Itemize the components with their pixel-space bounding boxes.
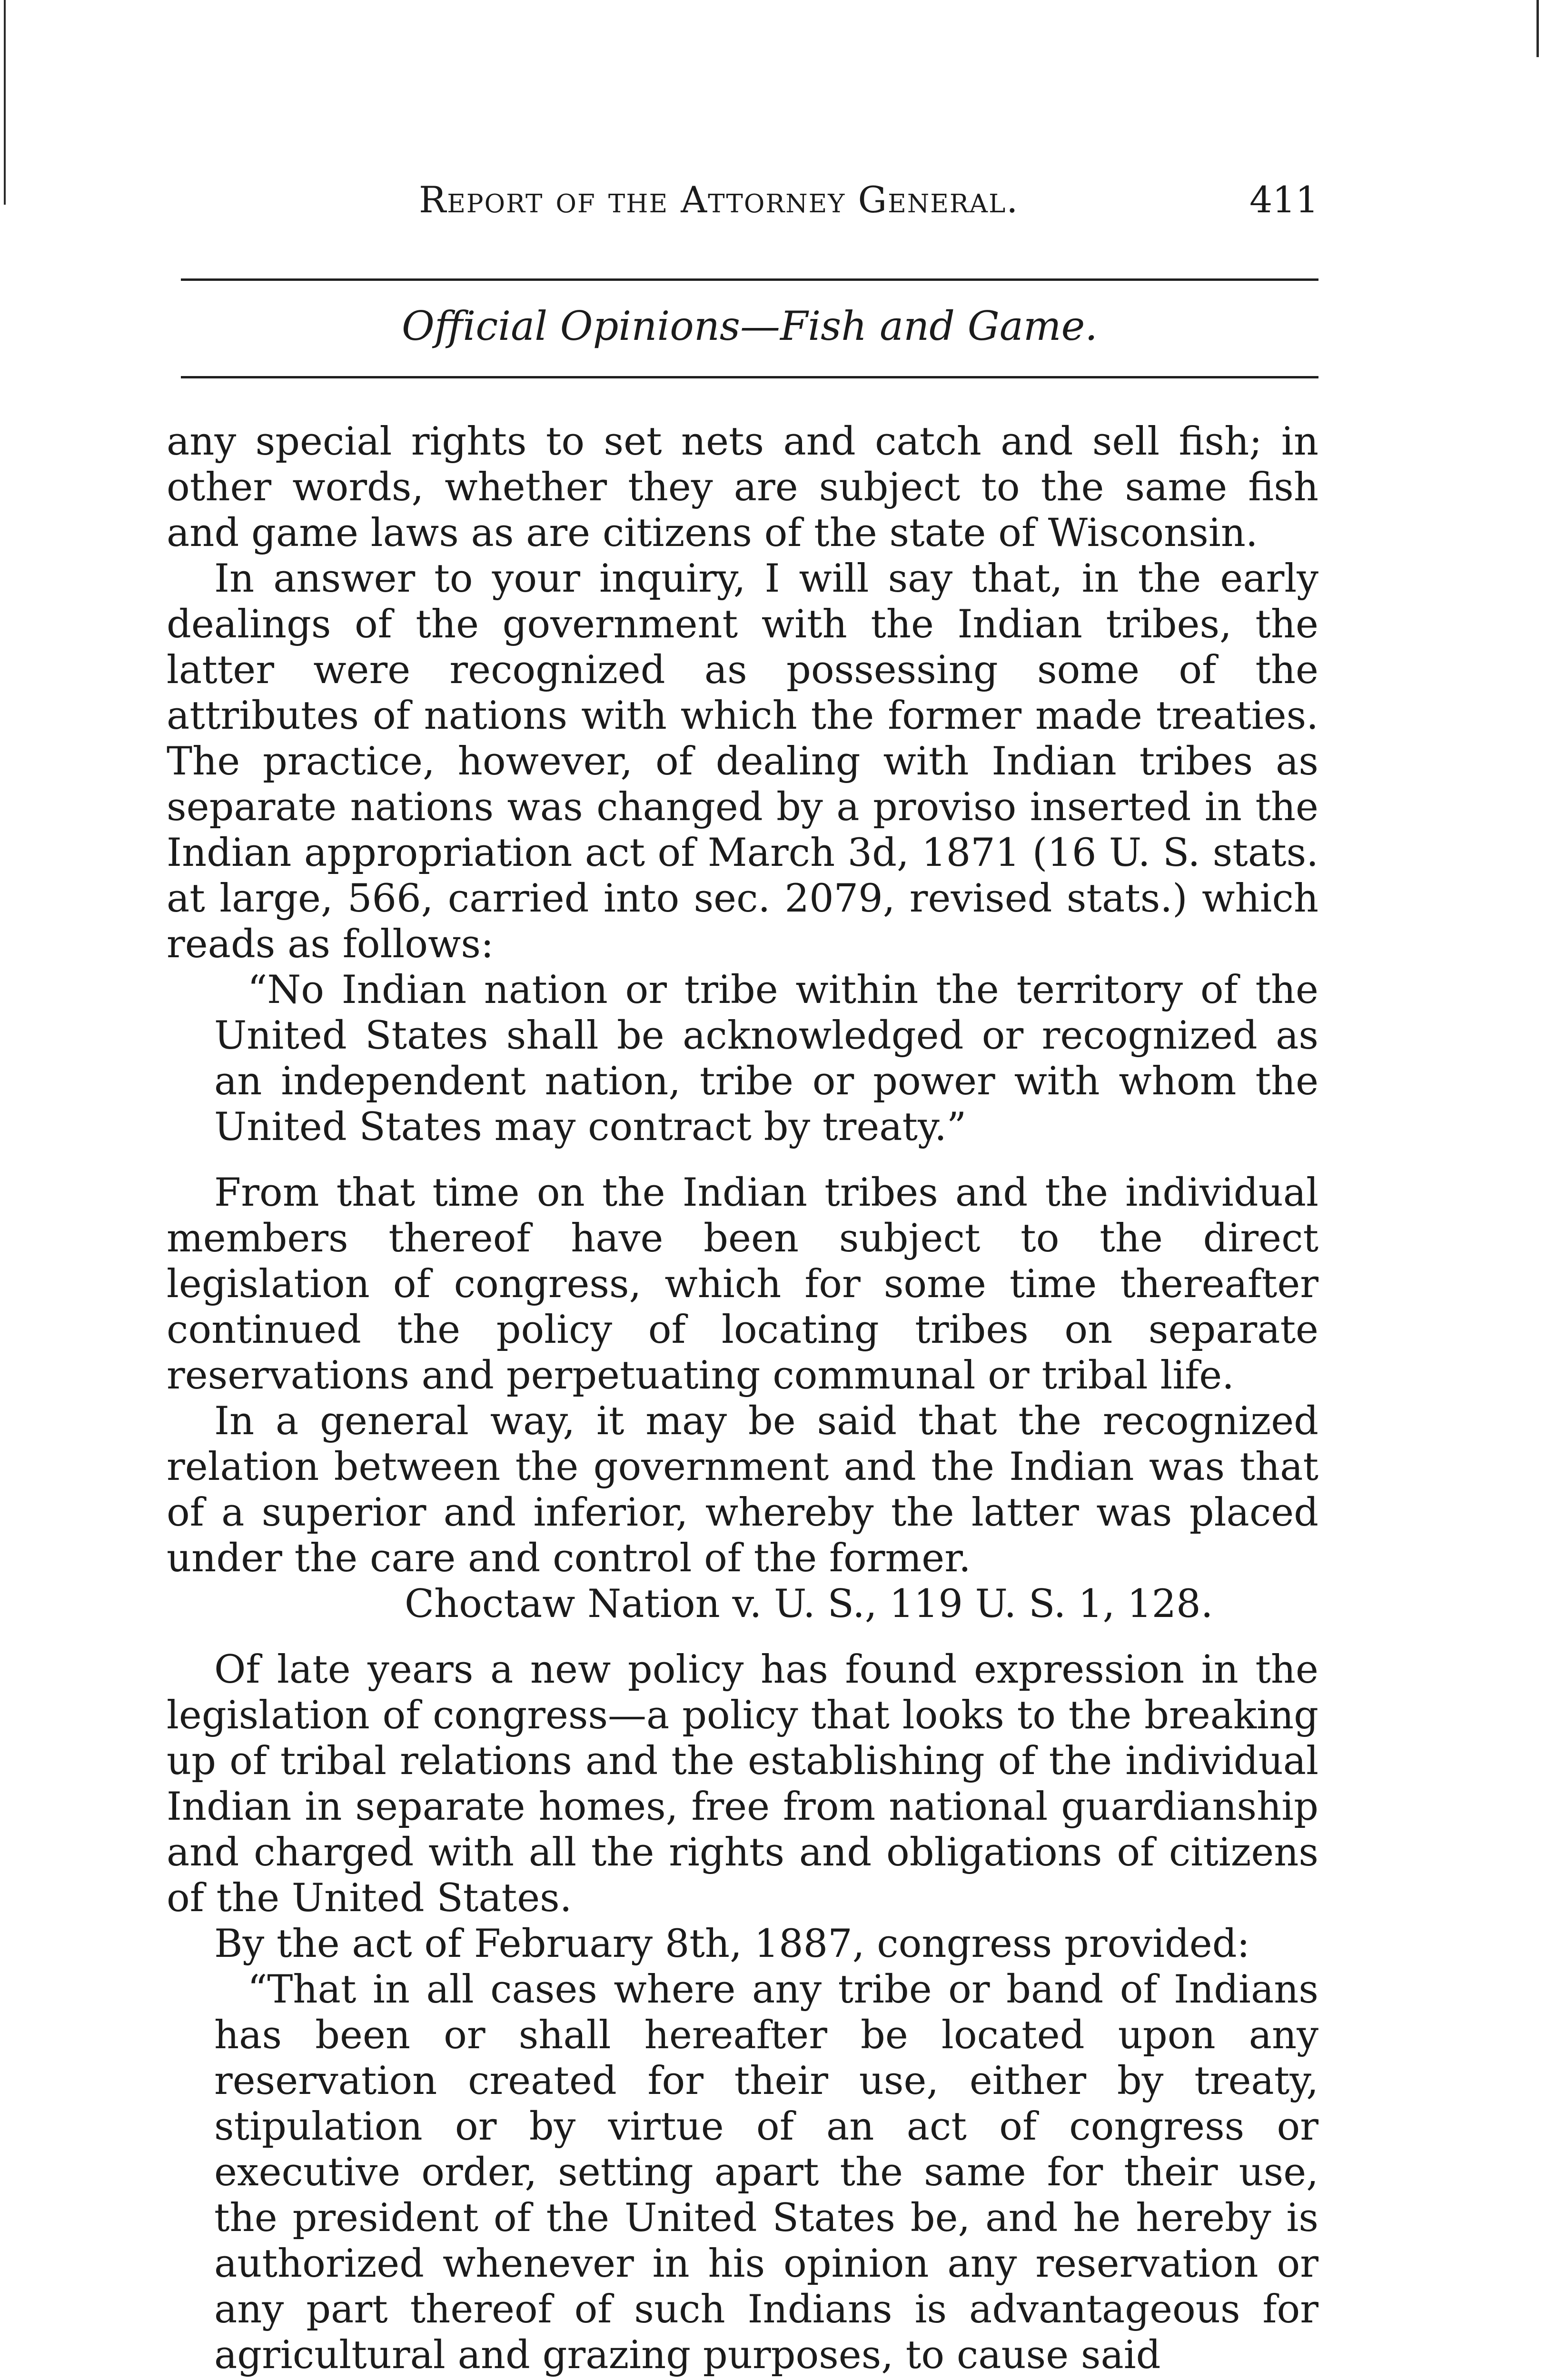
page-number: 411 xyxy=(1249,178,1318,221)
paragraph: Of late years a new policy has found expression in the legislation of congress—a policy that looks to the breaking up of tribal relations and the establishing of the individual Indian in separate homes, free from national guardianship and charged with all the rights and obligations of citizens of the United States. xyxy=(167,1647,1318,1921)
paragraph-continued: any special rights to set nets and catch and sell fish; in other words, whether they are subject to the same fish and game laws as are citizens of the state of Wisconsin. xyxy=(167,419,1318,555)
paragraph: By the act of February 8th, 1887, congress provided: xyxy=(214,1922,1250,1966)
paragraph: From that time on the Indian tribes and the individual members thereof have been subject to the direct legislation of congress, which for some time thereafter continued the policy of locating tribes on separate reservations and perpetuating communal or tribal life. xyxy=(167,1170,1318,1398)
section-title: Official Opinions—Fish and Game. xyxy=(401,303,1098,349)
paragraph: In answer to your inquiry, I will say that, in the early dealings of the government with the Indian tribes, the latter were recognized as possessing some of the attributes of nations with which the former made treaties. The practice, however, of dealing with Indian tribes as separate nations was changed by a proviso inserted in the Indian appropriation act of March 3d, 1871 (16 U. S. stats. at large, 566, carried into sec. 2079, revised stats.) which reads as follows: xyxy=(167,556,1318,967)
bottom-rule xyxy=(181,376,1318,378)
running-title: Report of the Attorney General. xyxy=(419,178,1019,221)
block-quote: “No Indian nation or tribe within the territory of the United States shall be acknowledged or recognized as an independent nation, tribe or power with whom the United States may contract by treaty.” xyxy=(214,968,1318,1150)
paragraph: In a general way, it may be said that the recognized relation between the government and the Indian was that of a superior and inferior, whereby the latter was placed under the care and control of the former. xyxy=(167,1399,1318,1581)
block-quote: “That in all cases where any tribe or band of Indians has been or shall hereafter be located upon any reservation created for their use, either by treaty, stipulation or by virtue of an act of congress or executive order, setting apart the same for their use, the president of the United States be, and he hereby is authorized whenever in his opinion any reservation or any part thereof of such Indians is advantageous for agricultural and grazing purposes, to cause said xyxy=(214,1967,1318,2378)
case-citation: Choctaw Nation v. U. S., 119 U. S. 1, 128. xyxy=(405,1582,1213,1626)
top-rule xyxy=(181,278,1318,281)
running-head xyxy=(181,171,1318,228)
body-text xyxy=(167,419,1318,2378)
right-page-edge xyxy=(1536,0,1539,57)
left-page-edge xyxy=(4,0,6,205)
